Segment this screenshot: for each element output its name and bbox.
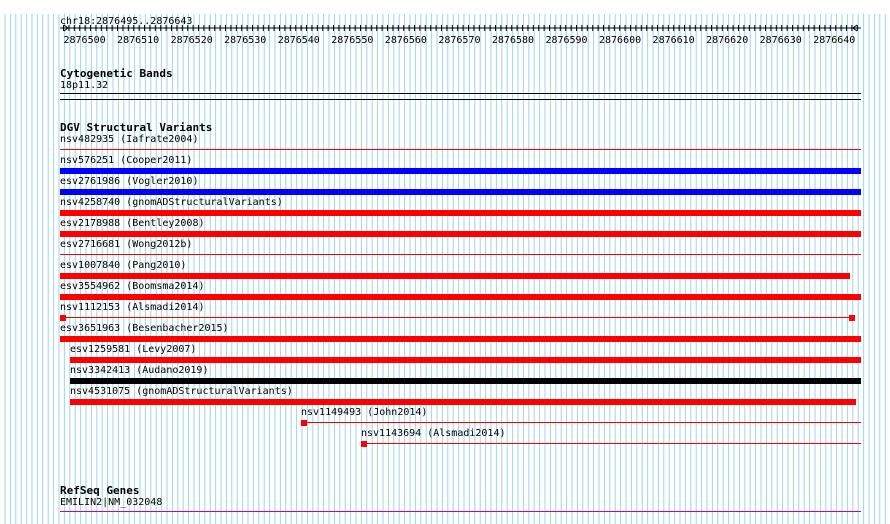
dgv-variant-label[interactable]: esv1259581 (Levy2007) [70,344,197,355]
dgv-variant-feature[interactable] [60,254,861,255]
dgv-variant-block[interactable] [60,294,66,300]
ruler-tick-label: 2876580 [491,35,535,46]
dgv-variant-label[interactable]: esv3554962 (Boomsma2014) [60,281,205,292]
position-label: chr18:2876495..2876643 [60,16,193,27]
ruler-tick-label: 2876500 [63,35,106,46]
ruler-tick-label: 2876610 [652,35,695,46]
dgv-variant-feature[interactable] [301,422,861,423]
dgv-variant-label[interactable]: esv2716681 (Wong2012b) [60,239,193,250]
dgv-variant-feature[interactable] [70,399,856,405]
ruler-tick-label: 2876560 [384,35,427,46]
dgv-variant-label[interactable]: esv2178988 (Bentley2008) [60,218,205,229]
cytoband-line-bottom [60,99,861,100]
ruler-tick-label: 2876600 [599,35,642,46]
dgv-variant-label[interactable]: nsv3342413 (Audano2019) [70,365,209,376]
dgv-variant-feature[interactable] [60,149,861,150]
dgv-variant-feature[interactable] [60,231,861,237]
refseq-gene-label[interactable]: EMILIN2|NM_032048 [60,497,163,508]
ruler-tick-label: 2876630 [759,35,802,46]
dgv-variant-block[interactable] [301,420,307,426]
ruler-tick-label: 2876510 [117,35,160,46]
dgv-variant-block[interactable] [60,315,66,321]
cytoband-label: 18p11.32 [60,80,109,91]
ruler-tick-label: 2876620 [706,35,749,46]
ruler-tick-label: 2876590 [545,35,588,46]
dgv-variant-feature[interactable] [70,378,861,384]
dgv-variant-feature[interactable] [361,443,861,444]
dgv-variant-label[interactable]: nsv4258740 (gnomADStructuralVariants) [60,197,283,208]
ruler-tick-label: 2876540 [277,35,320,46]
dgv-variant-label[interactable]: nsv1143694 (Alsmadi2014) [361,428,506,439]
refseq-track-title[interactable]: RefSeq Genes [60,484,140,497]
dgv-variant-feature[interactable] [60,294,861,300]
dgv-variant-label[interactable]: esv2761986 (Vogler2010) [60,176,199,187]
dgv-variant-label[interactable]: esv1007840 (Pang2010) [60,260,187,271]
cytoband-line-top [60,93,861,94]
dgv-variant-label[interactable]: nsv4531075 (gnomADStructuralVariants) [70,386,293,397]
dgv-variant-label[interactable]: nsv482935 (Iafrate2004) [60,134,199,145]
dgv-variant-label[interactable]: nsv1149493 (John2014) [301,407,428,418]
dgv-variant-feature[interactable] [60,189,861,195]
ruler-tick-label: 2876550 [331,35,374,46]
cytoband-track-title[interactable]: Cytogenetic Bands [60,67,173,80]
ruler-tick-label: 2876530 [224,35,267,46]
dgv-variant-label[interactable]: esv3651963 (Besenbacher2015) [60,323,229,334]
dgv-variant-label[interactable]: nsv1112153 (Alsmadi2014) [60,302,205,313]
dgv-variant-feature[interactable] [60,336,861,342]
ruler-tick-label: 2876640 [813,35,856,46]
ruler-tick-label: 2876570 [438,35,481,46]
ruler-tick-label: 2876520 [170,35,213,46]
refseq-gene-feature[interactable] [60,511,861,512]
dgv-track-title[interactable]: DGV Structural Variants [60,121,213,134]
dgv-variant-block[interactable] [361,441,367,447]
dgv-variant-label[interactable]: nsv576251 (Cooper2011) [60,155,193,166]
dgv-variant-feature[interactable] [60,210,861,216]
dgv-variant-feature[interactable] [70,357,861,363]
dgv-variant-block[interactable] [849,315,855,321]
dgv-variant-feature[interactable] [60,168,861,174]
dgv-variant-feature[interactable] [60,273,850,279]
dgv-variant-feature[interactable] [60,317,855,318]
